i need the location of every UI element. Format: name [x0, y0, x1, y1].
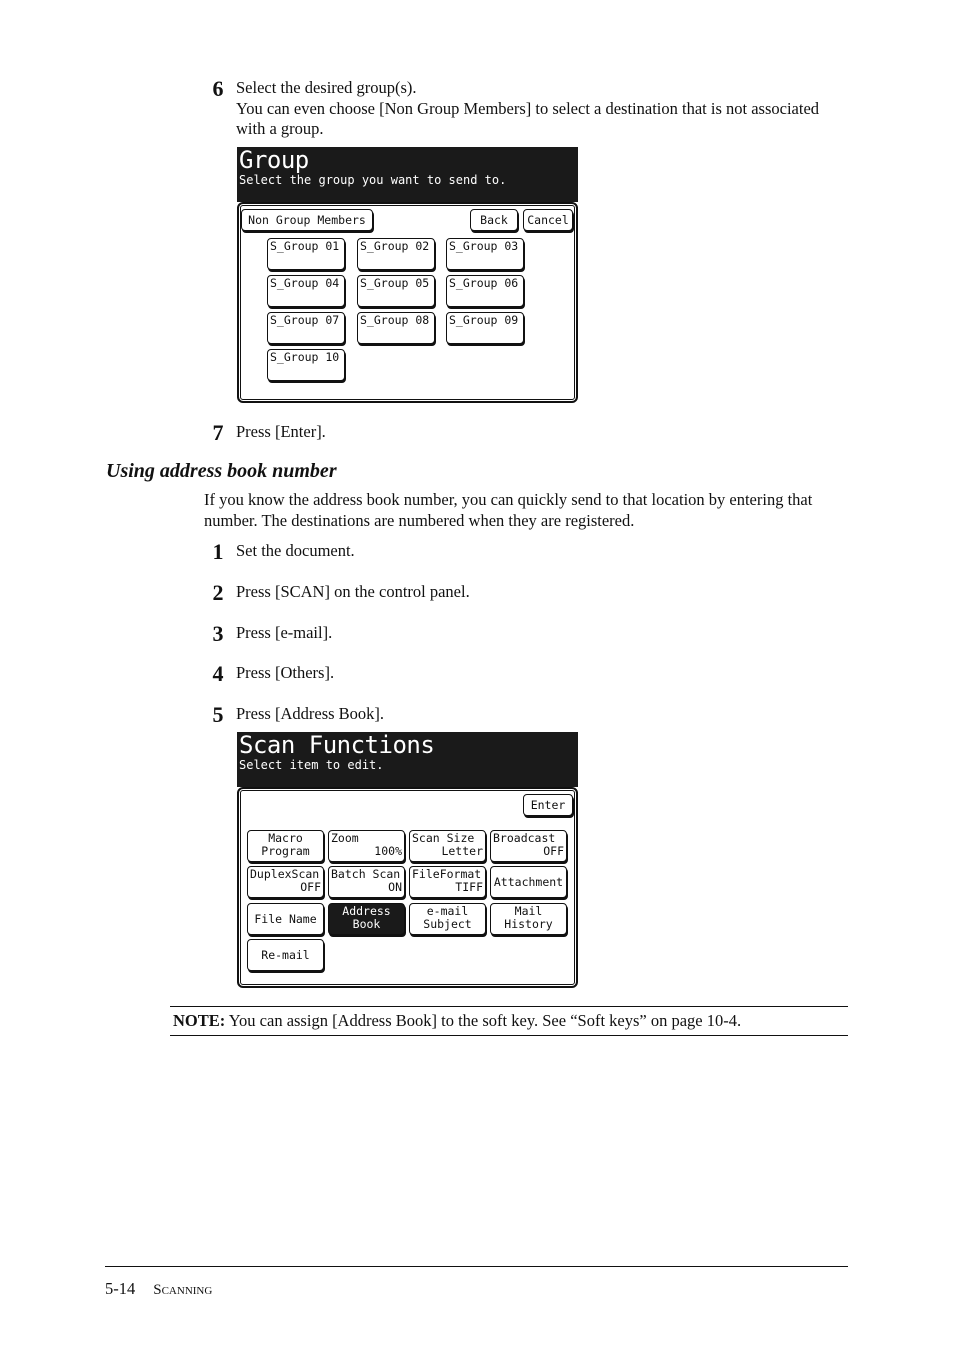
step-number: 7 — [212, 420, 224, 445]
group-button-01[interactable]: S_Group 01 — [267, 238, 345, 270]
page-footer — [105, 1279, 212, 1299]
step-number: 4 — [212, 661, 224, 686]
note-label: NOTE: — [173, 1011, 226, 1030]
step-number: 2 — [212, 580, 224, 605]
group-button-03[interactable]: S_Group 03 — [446, 238, 524, 270]
screen-body — [237, 787, 578, 988]
screen-title: Scan Functions — [239, 731, 435, 759]
step-text: Press [Others]. — [236, 663, 335, 682]
step-text: Press [Enter]. — [236, 422, 326, 441]
step-number: 3 — [212, 621, 224, 646]
screen-subtitle: Select item to edit. — [239, 758, 384, 772]
note-box — [170, 1006, 848, 1036]
non-group-members-button[interactable]: Non Group Members — [241, 209, 373, 231]
step-number: 6 — [212, 76, 224, 101]
step-text: Select the desired group(s). You can even choose [Non Group Members] to select a destination that is not associated with a group. — [236, 78, 820, 138]
back-button[interactable]: Back — [470, 209, 518, 231]
section-intro: If you know the address book number, you can quickly send to that location by entering that number. The destinations are numbered when they are registered. — [204, 490, 813, 530]
screen-header — [237, 147, 578, 202]
group-screen — [237, 147, 578, 403]
batch-scan-button[interactable]: Batch Scan ON — [328, 866, 405, 898]
group-button-09[interactable]: S_Group 09 — [446, 312, 524, 344]
duplex-scan-button[interactable]: DuplexScan OFF — [247, 866, 324, 898]
screen-subtitle: Select the group you want to send to. — [239, 173, 507, 187]
file-format-button[interactable]: FileFormat TIFF — [409, 866, 486, 898]
mail-history-button[interactable]: Mail History — [490, 903, 567, 935]
group-button-10[interactable]: S_Group 10 — [267, 349, 345, 381]
address-book-button[interactable]: Address Book — [328, 903, 405, 935]
section-name: Scanning — [153, 1282, 213, 1298]
group-button-04[interactable]: S_Group 04 — [267, 275, 345, 307]
step-number: 5 — [212, 702, 224, 727]
cancel-button[interactable]: Cancel — [523, 209, 573, 231]
step-text: Press [SCAN] on the control panel. — [236, 582, 470, 601]
group-button-05[interactable]: S_Group 05 — [357, 275, 435, 307]
zoom-button[interactable]: Zoom 100% — [328, 830, 405, 862]
enter-button[interactable]: Enter — [523, 794, 573, 816]
screen-body — [237, 202, 578, 403]
screen-title: Group — [239, 146, 309, 174]
page-number: 5-14 — [105, 1279, 136, 1298]
step-text: Press [Address Book]. — [236, 704, 385, 723]
file-name-button[interactable]: File Name — [247, 903, 324, 935]
section-heading: Using address book number — [106, 460, 337, 482]
group-button-08[interactable]: S_Group 08 — [357, 312, 435, 344]
step-text: Press [e-mail]. — [236, 623, 333, 642]
group-button-07[interactable]: S_Group 07 — [267, 312, 345, 344]
attachment-button[interactable]: Attachment — [490, 866, 567, 898]
group-button-06[interactable]: S_Group 06 — [446, 275, 524, 307]
email-subject-button[interactable]: e-mail Subject — [409, 903, 486, 935]
scan-functions-screen — [237, 732, 578, 988]
scan-size-button[interactable]: Scan Size Letter — [409, 830, 486, 862]
macro-program-button[interactable]: Macro Program — [247, 830, 324, 862]
note-text: You can assign [Address Book] to the soft key. See “Soft keys” on page 10-4. — [228, 1011, 742, 1030]
group-button-02[interactable]: S_Group 02 — [357, 238, 435, 270]
step-number: 1 — [212, 539, 224, 564]
broadcast-button[interactable]: Broadcast OFF — [490, 830, 567, 862]
screen-header — [237, 732, 578, 787]
step-text: Set the document. — [236, 541, 355, 560]
footer-rule — [105, 1266, 848, 1267]
re-mail-button[interactable]: Re-mail — [247, 939, 324, 971]
